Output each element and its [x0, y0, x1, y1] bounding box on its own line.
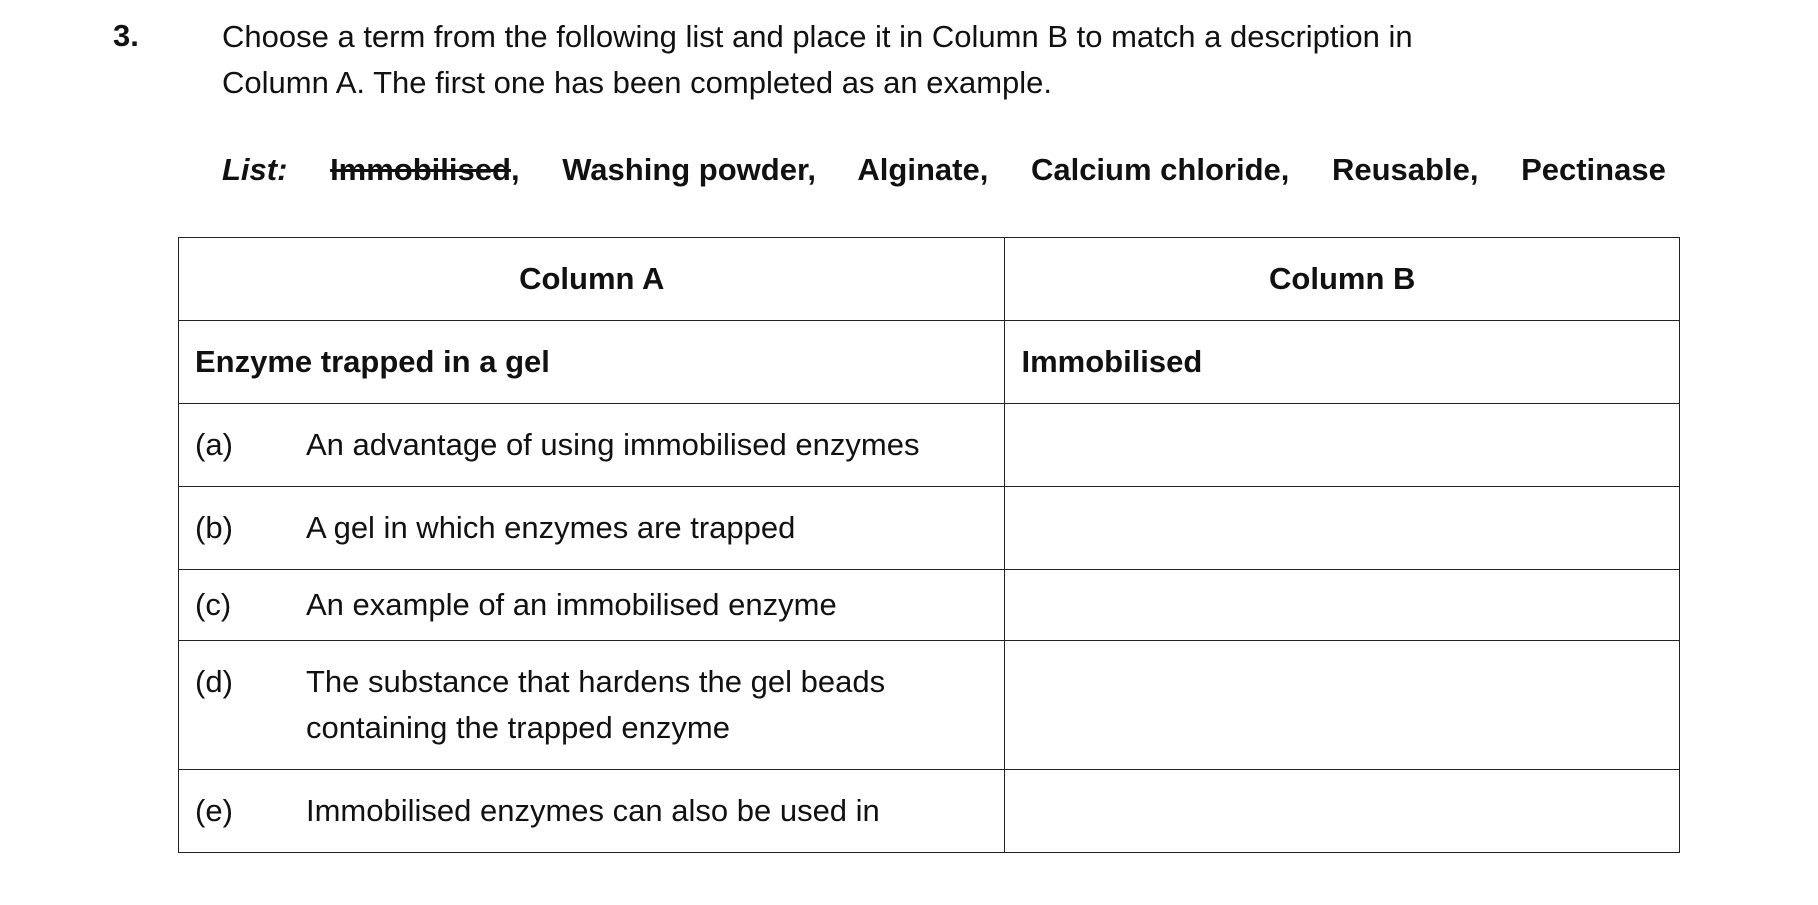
row-description: Immobilised enzymes can also be used in — [306, 793, 880, 828]
row-letter: (a) — [195, 427, 233, 462]
row-c-description-cell — [179, 570, 1005, 641]
answer-cell-e[interactable] — [1005, 770, 1680, 853]
table-header-row — [179, 238, 1680, 321]
answer-cell-b[interactable] — [1005, 487, 1680, 570]
row-letter: (c) — [195, 587, 232, 622]
row-letter: (b) — [195, 510, 233, 545]
table-row — [179, 641, 1680, 770]
list-term-washing-powder: Washing powder, — [562, 152, 816, 187]
question-number: 3. — [113, 18, 139, 53]
term-list — [222, 147, 1700, 193]
question-instruction — [222, 14, 1662, 106]
row-d-description-cell — [179, 641, 1005, 770]
table-row — [179, 770, 1680, 853]
answer-cell-d[interactable] — [1005, 641, 1680, 770]
column-a-header: Column A — [179, 238, 1005, 321]
row-description: An advantage of using immobilised enzymes — [306, 427, 920, 462]
row-description-line-2: containing the trapped enzyme — [306, 710, 730, 745]
row-letter: (e) — [195, 793, 233, 828]
row-b-description-cell — [179, 487, 1005, 570]
example-answer: Immobilised — [1005, 321, 1680, 404]
matching-table — [178, 237, 1680, 853]
list-term-pectinase: Pectinase — [1521, 152, 1666, 187]
answer-cell-a[interactable] — [1005, 404, 1680, 487]
row-description: A gel in which enzymes are trapped — [306, 510, 796, 545]
row-e-description-cell — [179, 770, 1005, 853]
table-row — [179, 404, 1680, 487]
table-row-example — [179, 321, 1680, 404]
row-a-description-cell — [179, 404, 1005, 487]
column-b-header: Column B — [1005, 238, 1680, 321]
instruction-line-1: Choose a term from the following list and place it in Column B to match a description in — [222, 19, 1413, 54]
list-term-alginate: Alginate, — [857, 152, 989, 187]
row-letter: (d) — [195, 664, 233, 699]
instruction-line-2: Column A. The first one has been completed as an example. — [222, 65, 1053, 100]
row-description-line-1: The substance that hardens the gel beads — [306, 664, 886, 699]
example-description: Enzyme trapped in a gel — [179, 321, 1005, 404]
table-row — [179, 487, 1680, 570]
list-term-immobilised: Immobilised — [330, 152, 511, 187]
row-description: An example of an immobilised enzyme — [306, 587, 837, 622]
list-term-reusable: Reusable, — [1331, 152, 1479, 187]
answer-cell-c[interactable] — [1005, 570, 1680, 641]
list-term-calcium-chloride: Calcium chloride, — [1030, 152, 1290, 187]
list-label: List: — [222, 152, 288, 187]
table-row — [179, 570, 1680, 641]
list-separator: , — [510, 152, 520, 187]
row-description — [306, 659, 885, 751]
